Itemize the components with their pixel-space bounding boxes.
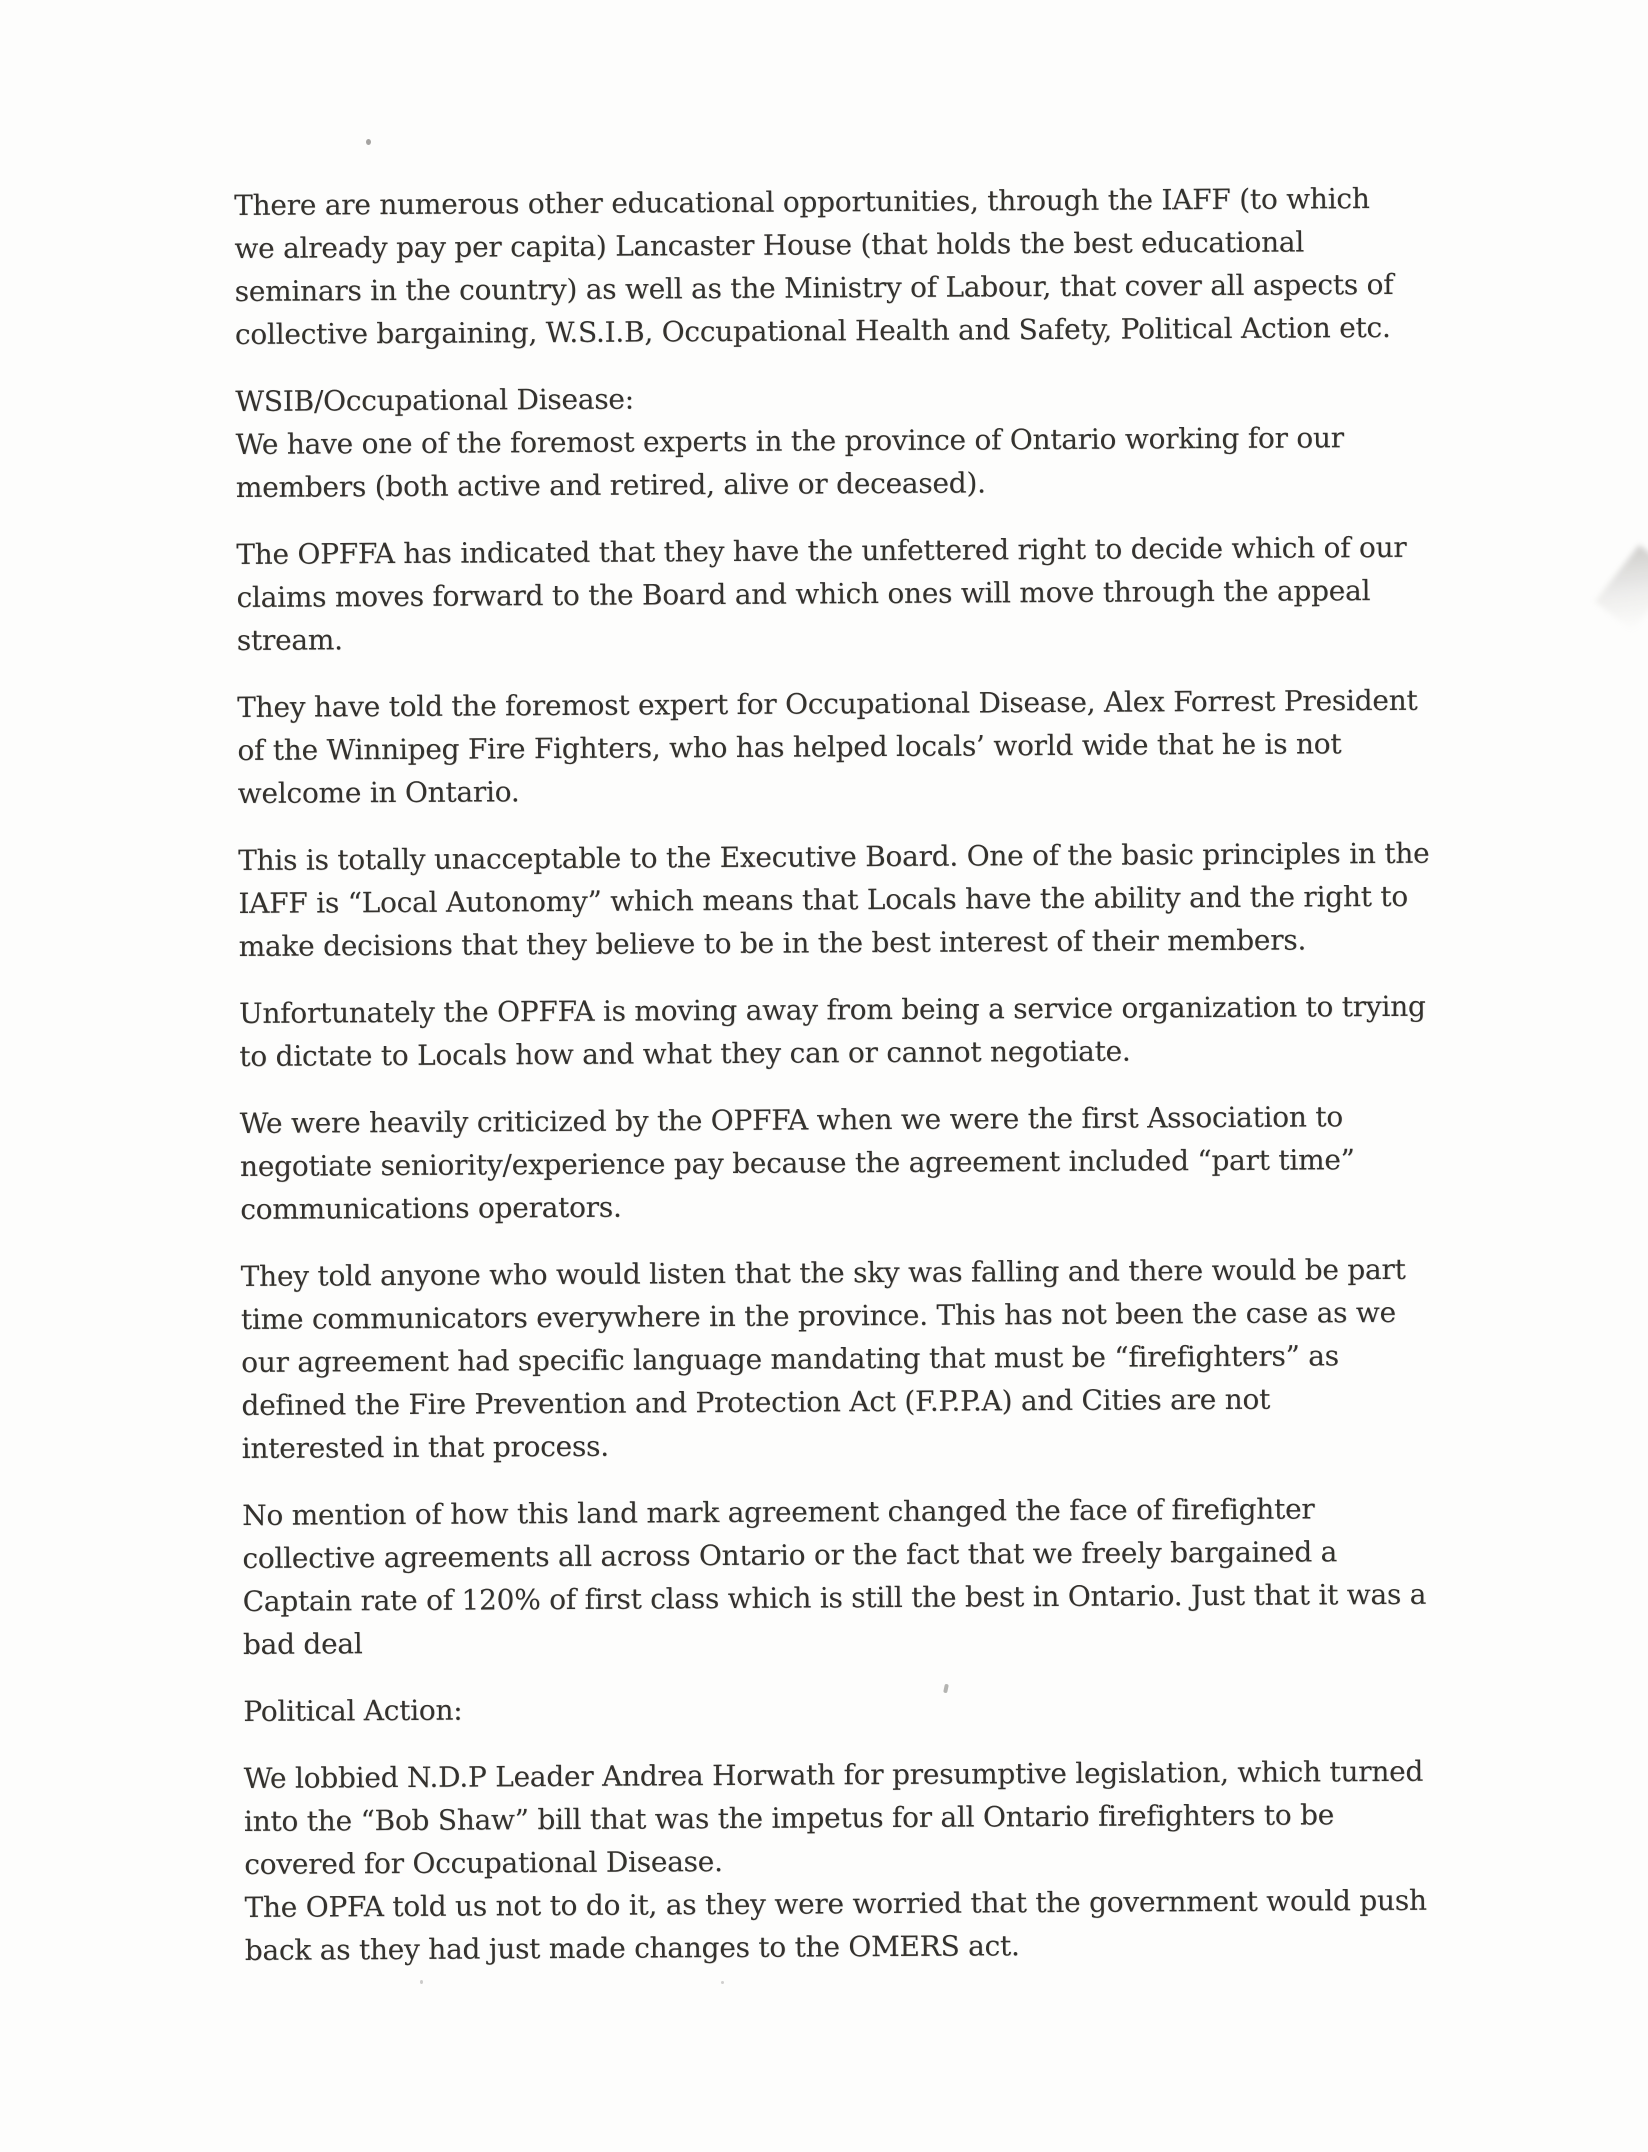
paragraph-heavily-criticized: We were heavily criticized by the OPFFA when we were the first Association to negotiate seniority/experience pay because the agreement included “part time” communications operators. bbox=[239, 1100, 1355, 1226]
document-text-block bbox=[234, 176, 1555, 1972]
paragraph-opfa-told-us: The OPFA told us not to do it, as they were worried that the government would push back as they had just made changes to the OMERS act. bbox=[244, 1883, 1427, 1967]
section-heading-wsib-occupational-disease: WSIB/Occupational Disease: bbox=[235, 382, 634, 418]
paragraph-lobbied-ndp: We lobbied N.D.P Leader Andrea Horwath for presumptive legislation, which turned into the “Bob Shaw” bill that was the impetus for all Ontario firefighters to be covered for Occupational Disease. bbox=[243, 1754, 1424, 1881]
paragraph-alex-forrest: They have told the foremost expert for Occupational Disease, Alex Forrest President of the Winnipeg Fire Fighters, who has helped locals’ world wide that he is not welcome in Ontario. bbox=[237, 683, 1418, 810]
paragraph-local-autonomy: This is totally unacceptable to the Executive Board. One of the basic principles in the IAFF is “Local Autonomy” which means that Locals have the ability and the right to make decisions that they believe to be in the best interest of their members. bbox=[238, 836, 1430, 963]
paragraph-foremost-experts: We have one of the foremost experts in the province of Ontario working for our members (both active and retired, alive or deceased). bbox=[235, 421, 1344, 504]
paragraph-landmark-agreement: No mention of how this land mark agreement changed the face of firefighter collective agreements all across Ontario or the fact that we freely bargained a Captain rate of 120% of first class which is still the best in Ontario. Just that it was a bad deal bbox=[242, 1492, 1427, 1661]
paragraph-opffa-unfettered-right: The OPFFA has indicated that they have the unfettered right to decide which of our claims moves forward to the Board and which ones will move through the appeal stream. bbox=[236, 530, 1407, 657]
paragraph-service-organization: Unfortunately the OPFFA is moving away from being a service organization to trying to dictate to Locals how and what they can or cannot negotiate. bbox=[238, 989, 1426, 1073]
section-heading-political-action: Political Action: bbox=[243, 1693, 463, 1728]
paragraph-educational-opportunities: There are numerous other educational opportunities, through the IAFF (to which we already pay per capita) Lancaster House (that holds the best educational seminars in the country) as well as the Ministry of Labour, that cover all aspects of collective bargaining, W.S.I.B, Occupational Health and Safety, Political Action etc. bbox=[234, 182, 1394, 351]
scan-speck bbox=[721, 1981, 724, 1984]
paragraph-sky-was-falling: They told anyone who would listen that the sky was falling and there would be part time communicators everywhere in the province. This has not been the case as we our agreement had specific language mandating that must be “firefighters” as defined the Fire Prevention and Protection Act (F.P.P.A) and Cities are not interested in that process. bbox=[240, 1252, 1406, 1465]
scan-speck bbox=[366, 139, 371, 145]
scan-speck bbox=[420, 1980, 423, 1984]
scan-smudge bbox=[1595, 545, 1648, 631]
